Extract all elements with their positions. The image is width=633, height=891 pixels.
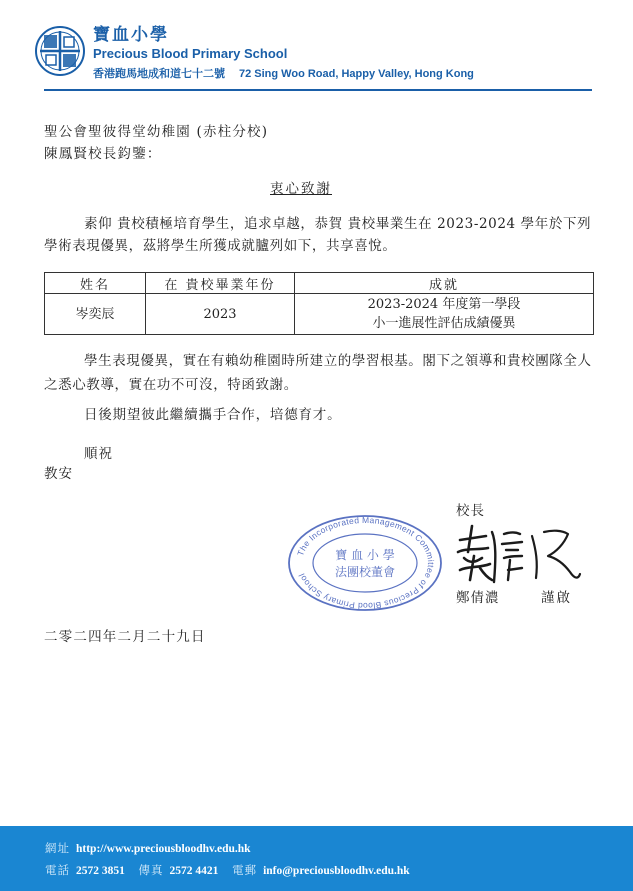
achievement-table [44,272,594,335]
phone-number: 2572 3851 [76,865,125,877]
achievement-line: 2023-2024 年度第一學段 [367,297,521,312]
table-header-row [45,273,594,294]
school-crest-icon [34,25,86,77]
email-link[interactable]: info@preciousbloodhv.edu.hk [263,865,410,877]
header-achievement: 成就 [295,273,594,294]
header-name: 姓名 [45,273,146,294]
footer-contact-line [45,862,410,878]
principal-signature [452,522,582,586]
paragraph-congratulations: 素仰 貴校積極培育學生，追求卓越，恭賀 貴校畢業生在 2023-2024 學年於下列學術表現優異，茲將學生所獲成就臚列如下，共享喜悅。 [44,216,592,254]
header-divider [44,89,592,91]
svg-text:寶 血 小 學: 寶 血 小 學 [335,548,395,562]
recipient-principal: 陳鳳賢校長鈞鑒： [44,146,162,162]
footer-website-line [45,840,251,856]
closing-line: 教安 [44,466,73,482]
fax-label: 傳真 [138,863,164,877]
signoff: 謹啟 [541,590,572,606]
phone-label: 電話 [45,863,70,877]
table-row [45,294,594,335]
principal-name: 鄭倩濃 [456,590,500,606]
email-label: 電郵 [232,863,258,877]
footer-bar [0,826,633,891]
letter-date: 二零二四年二月二十九日 [44,629,206,645]
header-graduation-year: 在 貴校畢業年份 [146,273,295,294]
recipient-school: 聖公會聖彼得堂幼稚園 (赤柱分校) [44,124,269,140]
svg-text:The Incorporated Management Co: The Incorporated Management Committee of Precious Blood Primary School [295,514,437,612]
letter-subject: 衷心致謝 [270,181,332,197]
achievement-line: 小一進展性評估成績優異 [372,316,516,331]
address-en: 72 Sing Woo Road, Happy Valley, Hong Kong [239,68,474,80]
school-address [93,65,474,81]
cell-graduation-year: 2023 [146,294,295,335]
website-label: 網址 [45,841,70,855]
svg-text:法團校董會: 法團校董會 [334,565,396,579]
school-name-en: Precious Blood Primary School [93,46,288,61]
committee-seal-stamp [286,513,444,613]
fax-number: 2572 4421 [169,865,219,877]
cell-achievement [295,294,594,335]
paragraph-future: 日後期望彼此繼續攜手合作，培德育才。 [84,407,342,423]
paragraph-thanks: 學生表現優異，實在有賴幼稚園時所建立的學習根基。閣下之領導和貴校團隊全人之悉心教導，實在功不可沒，特函致謝。 [44,353,592,393]
principal-title: 校長 [456,503,485,519]
cell-student-name: 岑奕辰 [45,294,146,335]
school-name-zh: 寶血小學 [93,25,169,45]
closing-line: 順祝 [84,446,113,462]
website-link[interactable]: http://www.preciousbloodhv.edu.hk [76,843,251,855]
address-zh: 香港跑馬地成和道七十二號 [93,67,225,80]
